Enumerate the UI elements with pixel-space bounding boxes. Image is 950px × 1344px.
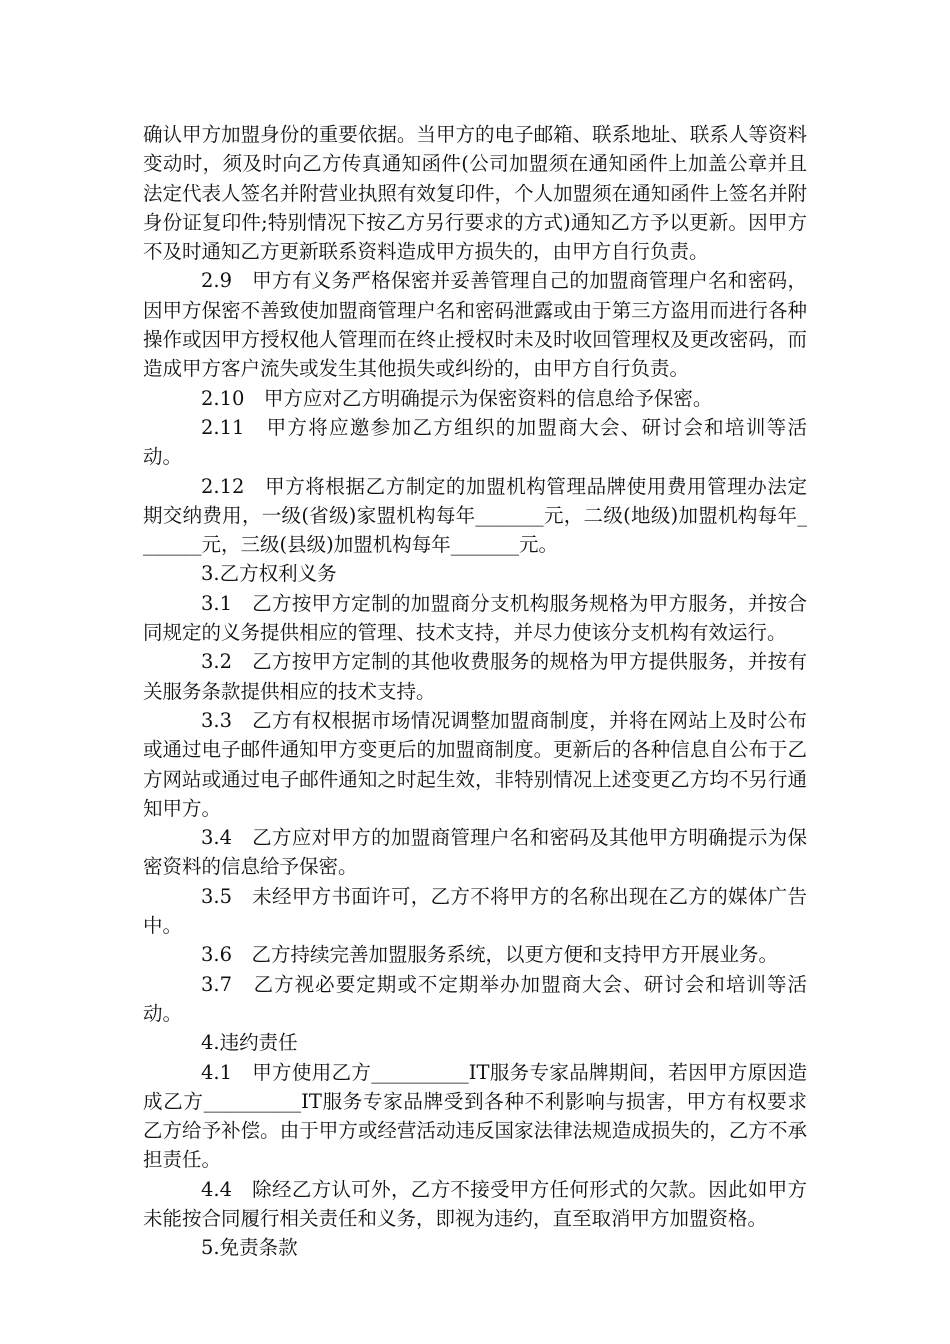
clause-3-3: 3.3 乙方有权根据市场情况调整加盟商制度，并将在网站上及时公布或通过电子邮件通知甲方变更后的加盟商制度。更新后的各种信息自公布于乙方网站或通过电子邮件通知之时起生效，非特别情况上述变更乙方均不另行通知甲方。	[143, 708, 807, 820]
clause-3-2: 3.2 乙方按甲方定制的其他收费服务的规格为甲方提供服务，并按有关服务条款提供相应的技术支持。	[143, 650, 807, 703]
section-heading-5: 5.免责条款	[201, 1236, 298, 1260]
clause-3-6: 3.6 乙方持续完善加盟服务系统，以更方便和支持甲方开展业务。	[201, 943, 779, 967]
section-heading-3: 3.乙方权利义务	[201, 562, 337, 586]
clause-4-1: 4.1 甲方使用乙方__________IT服务专家品牌期间，若因甲方原因造成乙方__________IT服务专家品牌受到各种不利影响与损害，甲方有权要求乙方给予补偿。由于甲方或经营活动违反国家法律法规造成损失的，乙方不承担责任。	[143, 1060, 807, 1172]
paragraph-identity-basis: 确认甲方加盟身份的重要依据。当甲方的电子邮箱、联系地址、联系人等资料变动时，须及时向乙方传真通知函件(公司加盟须在通知函件上加盖公章并且法定代表人签名并附营业执照有效复印件，个人加盟须在通知函件上签名并附身份证复印件;特别情况下按乙方另行要求的方式)通知乙方予以更新。因甲方不及时通知乙方更新联系资料造成甲方损失的，由甲方自行负责。	[143, 123, 807, 264]
clause-3-1: 3.1 乙方按甲方定制的加盟商分支机构服务规格为甲方服务，并按合同规定的义务提供相应的管理、技术支持，并尽力使该分支机构有效运行。	[143, 591, 807, 645]
clause-4-4: 4.4 除经乙方认可外，乙方不接受甲方任何形式的欠款。因此如甲方未能按合同履行相关责任和义务，即视为违约，直至取消甲方加盟资格。	[143, 1177, 807, 1230]
clause-2-10: 2.10 甲方应对乙方明确提示为保密资料的信息给予保密。	[201, 386, 713, 410]
clause-2-12: 2.12 甲方将根据乙方制定的加盟机构管理品牌使用费用管理办法定期交纳费用，一级(省级)家盟机构每年_______元，二级(地级)加盟机构每年_______元，三级(县级)加盟机构每年_______元。	[143, 474, 807, 557]
document-page	[143, 120, 807, 1263]
section-heading-4: 4.违约责任	[201, 1031, 298, 1055]
clause-3-7: 3.7 乙方视必要定期或不定期举办加盟商大会、研讨会和培训等活动。	[143, 972, 807, 1025]
clause-3-4: 3.4 乙方应对甲方的加盟商管理户名和密码及其他甲方明确提示为保密资料的信息给予保密。	[143, 826, 807, 879]
clause-2-11: 2.11 甲方将应邀参加乙方组织的加盟商大会、研讨会和培训等活动。	[143, 415, 807, 469]
clause-3-5: 3.5 未经甲方书面许可，乙方不将甲方的名称出现在乙方的媒体广告中。	[143, 884, 807, 938]
clause-2-9: 2.9 甲方有义务严格保密并妥善管理自己的加盟商管理户名和密码，因甲方保密不善致使加盟商管理户名和密码泄露或由于第三方盗用而进行各种操作或因甲方授权他人管理而在终止授权时未及时收回管理权及更改密码，而造成甲方客户流失或发生其他损失或纠纷的，由甲方自行负责。	[143, 269, 807, 381]
